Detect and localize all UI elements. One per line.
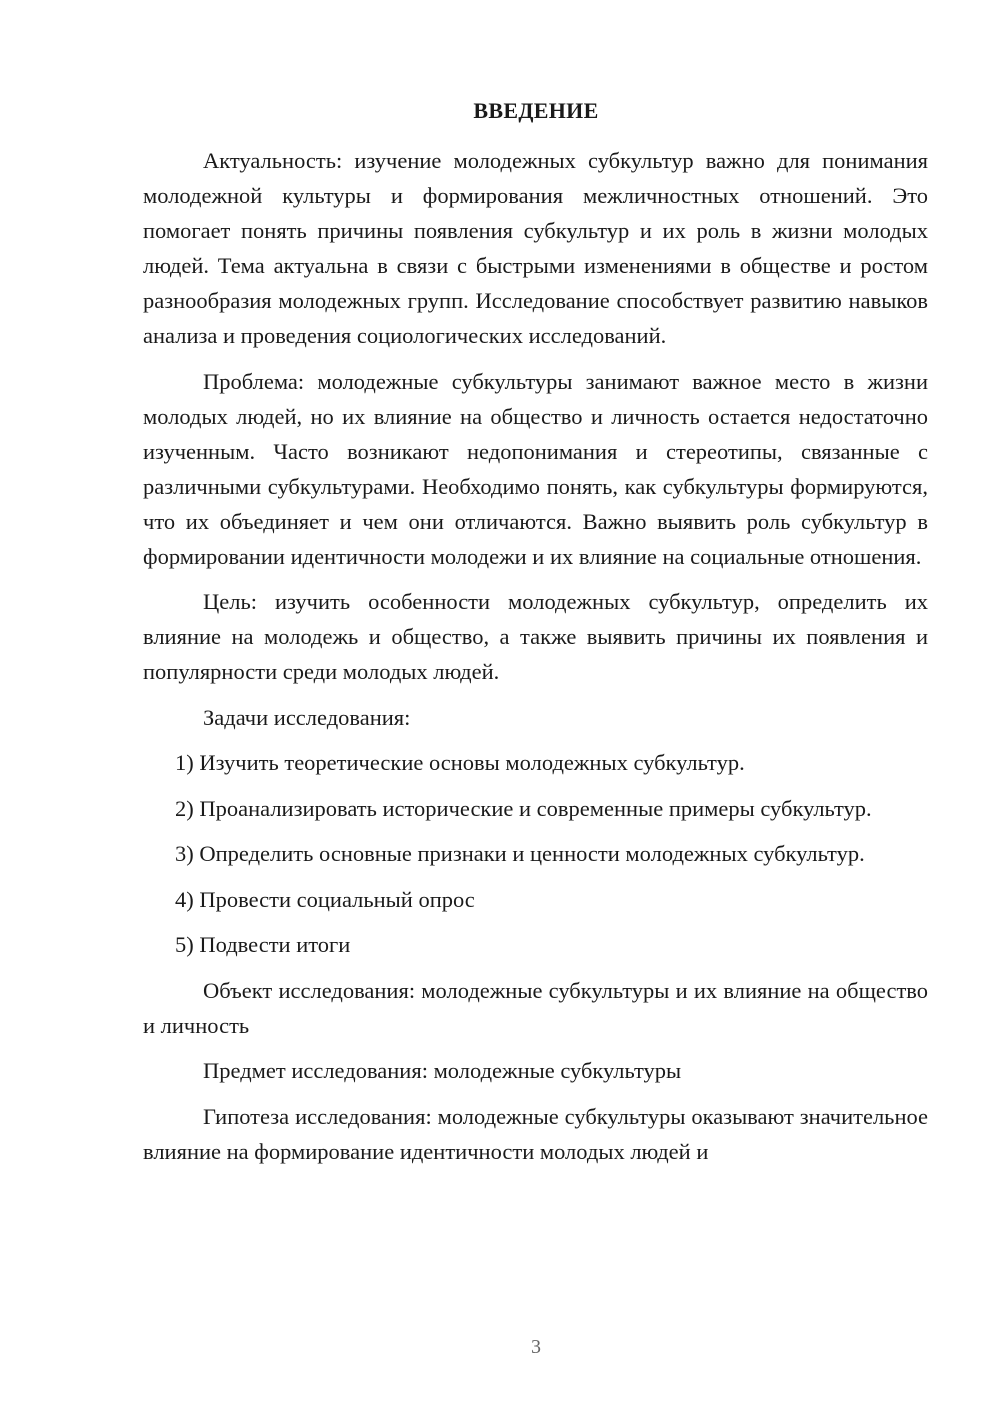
section-title: ВВЕДЕНИЕ — [473, 98, 599, 123]
paragraph-goal: Цель: изучить особенности молодежных субкультур, определить их влияние на молодежь и общество, а также выявить причины их появления и популярности среди молодых людей. — [143, 589, 928, 684]
task-item-3: 3) Определить основные признаки и ценности молодежных субкультур. — [175, 841, 865, 866]
body-text — [143, 143, 928, 1179]
paragraph-object: Объект исследования: молодежные субкультуры и их влияние на общество и личность — [143, 977, 928, 1038]
paragraph-tasks-heading: Задачи исследования: — [203, 704, 411, 730]
paragraph-subject: Предмет исследования: молодежные субкультуры — [203, 1058, 682, 1083]
task-item-1: 1) Изучить теоретические основы молодежных субкультур. — [175, 750, 745, 775]
task-item-2: 2) Проанализировать исторические и современные примеры субкультур. — [175, 795, 872, 821]
task-item-4: 4) Провести социальный опрос — [175, 886, 475, 912]
paragraph-relevance: Актуальность: изучение молодежных субкультур важно для понимания молодежной культуры и формирования межличностных отношений. Это помогает понять причины появления субкультур и их роль в жизни молодых людей. Тема актуальна в связи с быстрыми изменениями в обществе и ростом разнообразия молодежных групп. Исследование способствует развитию навыков анализа и проведения социологических исследований. — [143, 148, 928, 348]
page-number: 3 — [531, 1336, 541, 1358]
task-item-5: 5) Подвести итоги — [175, 932, 351, 957]
paragraph-hypothesis: Гипотеза исследования: молодежные субкультуры оказывают значительное влияние на формирование идентичности молодых людей и — [143, 1103, 928, 1164]
paragraph-problem: Проблема: молодежные субкультуры занимают важное место в жизни молодых людей, но их влияние на общество и личность остается недостаточно изученным. Часто возникают недопонимания и стереотипы, связанные с различными субкультурами. Необходимо понять, как субкультуры формируются, что их объединяет и чем они отличаются. Важно выявить роль субкультур в формировании идентичности молодежи и их влияние на социальные отношения. — [143, 368, 928, 569]
